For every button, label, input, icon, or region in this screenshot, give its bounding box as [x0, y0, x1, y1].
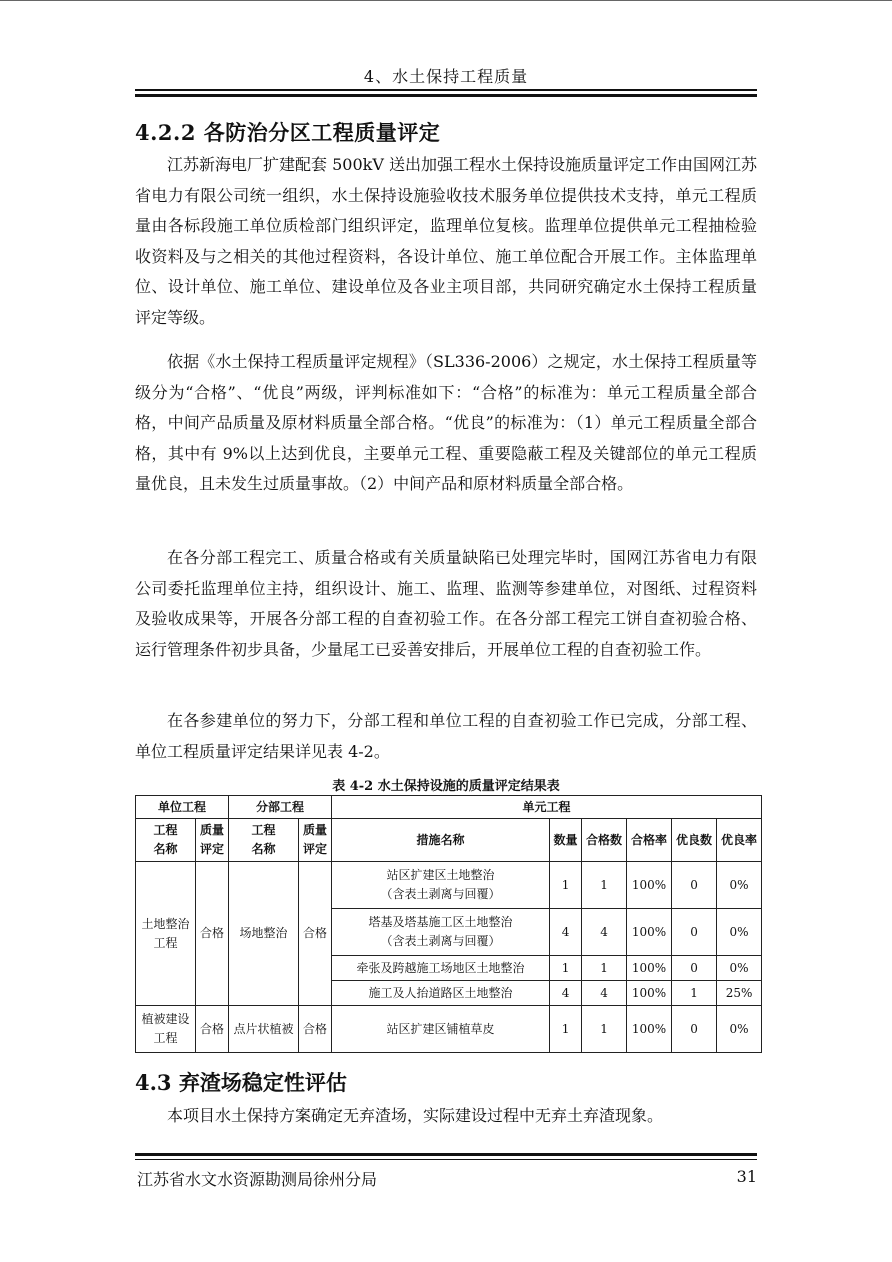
- count-cell: 1: [550, 956, 582, 981]
- good-rate-cell: 0%: [717, 956, 762, 981]
- col-header-count: 数量: [550, 819, 582, 862]
- pass-count-cell: 1: [582, 1006, 627, 1053]
- measure-cell: 牵张及跨越施工场地区土地整治: [332, 956, 550, 981]
- col-header-unit-name: [136, 819, 196, 862]
- unit-name-text: 土地整治工程: [141, 916, 190, 950]
- good-count-cell: 0: [672, 862, 717, 909]
- pass-count-cell: 4: [582, 981, 627, 1006]
- pass-count-cell: 1: [582, 956, 627, 981]
- good-rate-cell: 0%: [717, 862, 762, 909]
- col-header-measure: 措施名称: [332, 819, 550, 862]
- quality-assessment-table: [135, 795, 762, 1053]
- good-count-cell: 0: [672, 909, 717, 956]
- measure-cell: [332, 909, 550, 956]
- col-header-good-rate: 优良率: [717, 819, 762, 862]
- pass-count-cell: 1: [582, 862, 627, 909]
- paragraph-4: 在各参建单位的努力下，分部工程和单位工程的自查初验工作已完成，分部工程、单位工程质量评定结果详见表 4-2。: [135, 711, 757, 761]
- count-cell: 4: [550, 909, 582, 956]
- footer-rule-thick: [135, 1153, 757, 1156]
- col-header-unit-grade: [196, 819, 229, 862]
- count-cell: 1: [550, 862, 582, 909]
- part-grade-cell: 合格: [299, 862, 332, 1006]
- good-rate-cell: 0%: [717, 1006, 762, 1053]
- unit-name-cell: [136, 1006, 196, 1053]
- col-header-unit-grade-text: 质量评定: [199, 823, 224, 856]
- col-header-part-grade: [299, 819, 332, 862]
- measure-cell: [332, 862, 550, 909]
- group-header-part: 分部工程: [229, 796, 332, 819]
- measure-cell: 施工及人抬道路区土地整治: [332, 981, 550, 1006]
- good-rate-cell: 0%: [717, 909, 762, 956]
- part-grade-cell: 合格: [299, 1006, 332, 1053]
- good-rate-cell: 25%: [717, 981, 762, 1006]
- table-caption: 表 4-2 水土保持设施的质量评定结果表: [332, 779, 560, 794]
- section-heading-4-3: 4.3 弃渣场稳定性评估: [135, 1070, 347, 1095]
- col-header-part-name: [229, 819, 299, 862]
- header-rule-thick: [135, 94, 757, 97]
- col-header-pass-rate: 合格率: [627, 819, 672, 862]
- col-header-pass-count: 合格数: [582, 819, 627, 862]
- measure-text: 站区扩建区土地整治（含表土剥离与回覆）: [380, 868, 501, 901]
- paragraph-2: 依据《水土保持工程质量评定规程》（SL336-2006）之规定，水土保持工程质量等级分为“合格”、“优良”两级，评判标准如下：“合格”的标准为：单元工程质量全部合格，中间产品质量及原材料质量全部合格。“优良”的标准为：（1）单元工程质量全部合格，其中有 9%以上达到优良，主要单元工程、重要隐蔽工程及关键部位的单元工程质量优良，且未发生过质量事故。（2）中间产品和原材料质量全部合格。: [135, 352, 757, 493]
- pass-rate-cell: 100%: [627, 1006, 672, 1053]
- running-header: 4、水土保持工程质量: [363, 67, 529, 86]
- pass-rate-cell: 100%: [627, 909, 672, 956]
- part-name-cell: 场地整治: [229, 862, 299, 1006]
- good-count-cell: 1: [672, 981, 717, 1006]
- unit-grade-cell: 合格: [196, 862, 229, 1006]
- col-header-part-name-text: 工程名称: [251, 823, 276, 856]
- unit-name-cell: [136, 862, 196, 1006]
- header-rule-thin: [135, 89, 757, 91]
- count-cell: 4: [550, 981, 582, 1006]
- unit-name-text: 植被建设工程: [141, 1012, 190, 1045]
- part-name-cell: 点片状植被: [229, 1006, 299, 1053]
- measure-cell: 站区扩建区铺植草皮: [332, 1006, 550, 1053]
- pass-count-cell: 4: [582, 909, 627, 956]
- col-header-unit-name-text: 工程名称: [153, 823, 178, 856]
- paragraph-1: 江苏新海电厂扩建配套 500kV 送出加强工程水土保持设施质量评定工作由国网江苏省电力有限公司统一组织，水土保持设施验收技术服务单位提供技术支持，单元工程质量由各标段施工单位质检部门组织评定，监理单位复核。监理单位提供单元工程抽检验收资料及与之相关的其他过程资料，各设计单位、施工单位配合开展工作。主体监理单位、设计单位、施工单位、建设单位及各业主项目部，共同研究确定水土保持工程质量评定等级。: [135, 155, 757, 327]
- footer-organization: 江苏省水文水资源勘测局徐州分局: [137, 1170, 378, 1189]
- paragraph-4-3: 本项目水土保持方案确定无弃渣场，实际建设过程中无弃土弃渣现象。: [167, 1106, 664, 1125]
- good-count-cell: 0: [672, 956, 717, 981]
- col-header-part-grade-text: 质量评定: [303, 823, 328, 856]
- paragraph-3: 在各分部工程完工、质量合格或有关质量缺陷已处理完毕时，国网江苏省电力有限公司委托监理单位主持，组织设计、施工、监理、监测等参建单位，对图纸、过程资料及验收成果等，开展各分部工程的自查初验工作。在各分部工程完工饼自查初验合格、运行管理条件初步具备，少量尾工已妥善安排后，开展单位工程的自查初验工作。: [135, 548, 757, 659]
- pass-rate-cell: 100%: [627, 956, 672, 981]
- group-header-element: 单元工程: [332, 796, 762, 819]
- footer-rule-thin: [135, 1159, 757, 1160]
- measure-text: 塔基及塔基施工区土地整治（含表土剥离与回覆）: [368, 915, 513, 948]
- unit-grade-cell: 合格: [196, 1006, 229, 1053]
- page-number: 31: [736, 1167, 757, 1186]
- group-header-unit: 单位工程: [136, 796, 229, 819]
- good-count-cell: 0: [672, 1006, 717, 1053]
- count-cell: 1: [550, 1006, 582, 1053]
- pass-rate-cell: 100%: [627, 862, 672, 909]
- page-top-border: [0, 0, 892, 1]
- section-heading-4-2-2: 4.2.2 各防治分区工程质量评定: [135, 120, 441, 145]
- col-header-good-count: 优良数: [672, 819, 717, 862]
- pass-rate-cell: 100%: [627, 981, 672, 1006]
